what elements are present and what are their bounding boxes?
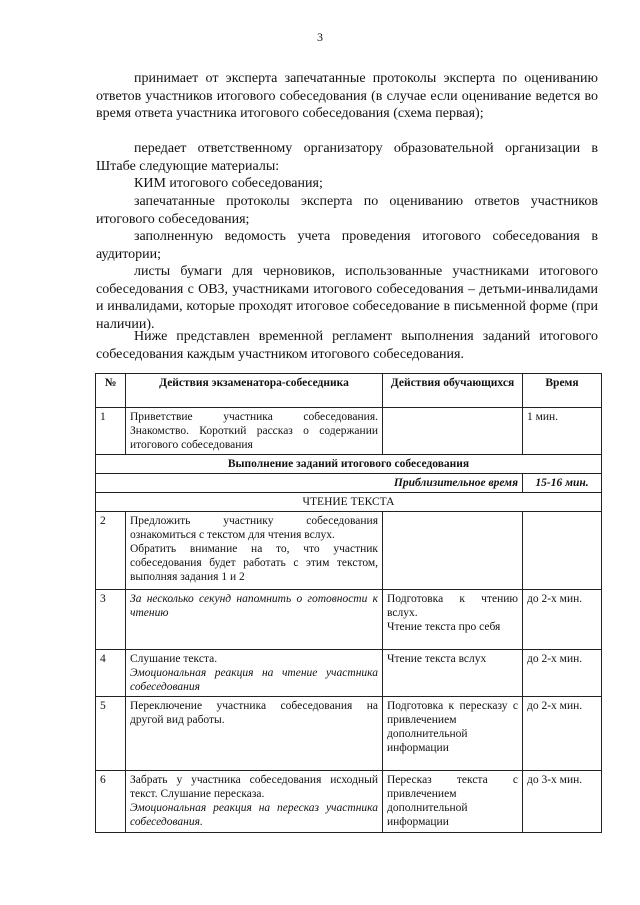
paragraph-7: Ниже представлен временной регламент выполнения заданий итогового собеседования каждым участником итогового собеседования. (96, 329, 598, 362)
header-examiner: Действия экзаменатора-собеседника (126, 374, 383, 408)
time-cell (523, 512, 602, 590)
table-header-row (96, 374, 602, 408)
examiner-action-part: Эмоциональная реакция на пересказ участника собеседования. (130, 802, 378, 828)
time-cell: до 2-х мин. (523, 650, 602, 697)
paragraph-4: запечатанные протоколы эксперта по оцениванию ответов участников итогового собеседования; (96, 194, 598, 227)
reading-title: ЧТЕНИЕ ТЕКСТА (96, 493, 602, 512)
examiner-action: Переключение участника собеседования на другой вид работы. (126, 697, 383, 771)
approx-time-value: 15-16 мин. (523, 474, 602, 493)
row-num: 2 (96, 512, 126, 590)
examiner-action-part: Обратить внимание на то, что участник собеседования будет работать с этим текстом, выполняя задания 1 и 2 (130, 543, 378, 583)
examiner-action: Приветствие участника собеседования. Знакомство. Короткий рассказ о содержании итогового собеседования (126, 408, 383, 455)
table-row (96, 650, 602, 697)
row-num: 4 (96, 650, 126, 697)
time-cell: до 2-х мин. (523, 697, 602, 771)
approx-time-label: Приблизительное время (96, 474, 523, 493)
student-action-part: Подготовка к чтению вслух. (387, 593, 518, 619)
table-row (96, 590, 602, 650)
paragraph-6: листы бумаги для черновиков, использованные участниками итогового собеседования с ОВЗ, участниками итогового собеседования – детьми-инвалидами и инвалидами, которые проходят итоговое собеседование в письменной форме (при наличии). (96, 264, 598, 332)
row-num: 6 (96, 771, 126, 833)
paragraph-5: заполненную ведомость учета проведения итогового собеседования в аудитории; (96, 229, 598, 262)
row-num: 1 (96, 408, 126, 455)
examiner-action: За несколько секунд напомнить о готовности к чтению (126, 590, 383, 650)
header-num: № (96, 374, 126, 408)
examiner-action (126, 512, 383, 590)
student-action: Чтение текста вслух (383, 650, 523, 697)
row-num: 3 (96, 590, 126, 650)
section-title-row (96, 455, 602, 474)
examiner-action-part: Предложить участнику собеседования ознакомиться с текстом для чтения вслух. (130, 515, 378, 541)
table-row (96, 408, 602, 455)
student-action (383, 590, 523, 650)
schedule-table (95, 373, 602, 833)
student-action (383, 512, 523, 590)
time-cell: до 2-х мин. (523, 590, 602, 650)
student-action: Подготовка к пересказу с привлечением дополнительной информации (383, 697, 523, 771)
examiner-action-part: Эмоциональная реакция на чтение участника собеседования (130, 667, 378, 693)
table-row (96, 512, 602, 590)
student-action (383, 408, 523, 455)
student-action-part: Чтение текста про себя (387, 621, 501, 633)
examiner-action (126, 771, 383, 833)
section-title: Выполнение заданий итогового собеседования (96, 455, 602, 474)
header-time: Время (523, 374, 602, 408)
reading-title-row (96, 493, 602, 512)
student-action: Пересказ текста с привлечением дополнительной информации (383, 771, 523, 833)
paragraph-3: КИМ итогового собеседования; (134, 176, 323, 191)
page-number: 3 (317, 30, 323, 44)
header-student: Действия обучающихся (383, 374, 523, 408)
time-cell: до 3-х мин. (523, 771, 602, 833)
examiner-action-part: Забрать у участника собеседования исходный текст. Слушание пересказа. (130, 774, 378, 800)
examiner-action-part: Слушание текста. (130, 653, 218, 665)
table-row (96, 771, 602, 833)
table-row (96, 697, 602, 771)
row-num: 5 (96, 697, 126, 771)
paragraph-2: передает ответственному организатору образовательной организации в Штабе следующие материалы: (96, 141, 598, 174)
time-cell: 1 мин. (523, 408, 602, 455)
examiner-action (126, 650, 383, 697)
approx-time-row (96, 474, 602, 493)
paragraph-1: принимает от эксперта запечатанные протоколы эксперта по оцениванию ответов участников итогового собеседования (в случае если оценивание ведется во время ответа участника итогового собеседования (схема первая); (96, 71, 598, 121)
